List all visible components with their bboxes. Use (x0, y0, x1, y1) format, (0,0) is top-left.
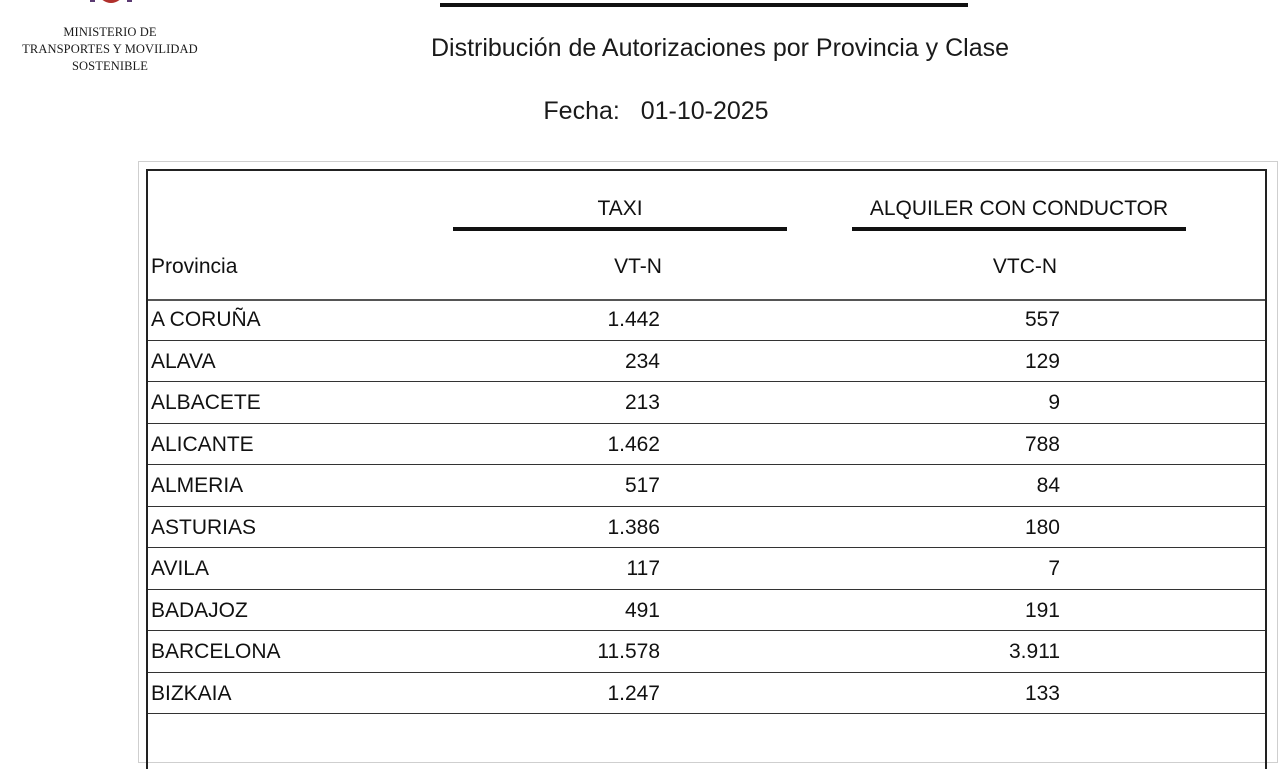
date-label: Fecha: (543, 97, 620, 125)
cell-provincia: ASTURIAS (151, 515, 257, 539)
title-underline (440, 3, 968, 7)
table-row (148, 299, 1265, 341)
cell-provincia: BIZKAIA (151, 681, 232, 705)
group-vtc-rule (852, 227, 1186, 231)
cell-provincia: ALICANTE (151, 432, 254, 456)
cell-vt-n: 491 (624, 598, 660, 622)
cell-vtc-n: 9 (1048, 391, 1060, 414)
cell-vtc-n: 129 (1024, 349, 1060, 373)
cell-vt-n: 1.462 (607, 432, 660, 456)
cell-vtc-n: 3.911 (1009, 640, 1060, 663)
cell-provincia: ALBACETE (151, 391, 261, 414)
cell-vtc-n: 788 (1024, 432, 1060, 456)
report-date (456, 95, 856, 127)
cell-provincia: ALAVA (151, 349, 216, 373)
cell-vt-n: 11.578 (597, 640, 660, 663)
cell-provincia: BARCELONA (151, 640, 281, 663)
ministry-line-2: TRANSPORTES Y MOVILIDAD (22, 42, 198, 56)
group-taxi-rule (453, 227, 787, 231)
ministry-line-1: MINISTERIO DE (63, 25, 157, 39)
group-taxi-label: TAXI (597, 197, 643, 220)
column-header-vtc-n: VTC-N (992, 255, 1058, 278)
cell-vtc-n: 180 (1024, 515, 1060, 539)
cell-vtc-n: 7 (1048, 557, 1060, 580)
column-header-provincia: Provincia (151, 255, 238, 278)
page-subtitle: Distribución de Autorizaciones por Provincia y Clase (430, 34, 1010, 62)
cell-vt-n: 517 (624, 474, 660, 497)
table-row (148, 424, 1265, 466)
group-vtc-label: ALQUILER CON CONDUCTOR (869, 197, 1169, 220)
ministry-crest-icon (88, 0, 134, 6)
cell-vt-n: 234 (624, 349, 660, 373)
cell-vtc-n: 133 (1024, 681, 1060, 705)
column-header-vt-n: VT-N (614, 255, 662, 278)
table-row (148, 631, 1265, 673)
cell-provincia: AVILA (151, 557, 209, 580)
cell-provincia: ALMERIA (151, 474, 244, 497)
cell-vtc-n: 191 (1024, 598, 1060, 622)
ministry-line-3: SOSTENIBLE (72, 59, 148, 73)
authorizations-table (146, 169, 1267, 769)
table-row (148, 673, 1265, 715)
cell-vt-n: 117 (626, 557, 660, 580)
cell-vt-n: 1.247 (607, 681, 660, 705)
cell-provincia: BADAJOZ (151, 598, 248, 622)
table-row (148, 465, 1265, 507)
table-row (148, 341, 1265, 383)
table-row (148, 590, 1265, 632)
table-header (148, 171, 1265, 301)
cell-vt-n: 1.442 (607, 308, 660, 331)
cell-vtc-n: 557 (1024, 308, 1060, 331)
cell-provincia: A CORUÑA (151, 308, 261, 331)
table-body (148, 299, 1265, 714)
table-row (148, 548, 1265, 590)
date-value: 01-10-2025 (640, 97, 769, 125)
table-row (148, 382, 1265, 424)
cell-vtc-n: 84 (1036, 474, 1060, 497)
ministry-name (0, 24, 220, 75)
table-row (148, 507, 1265, 549)
cell-vt-n: 1.386 (607, 515, 660, 539)
cell-vt-n: 213 (624, 391, 660, 414)
